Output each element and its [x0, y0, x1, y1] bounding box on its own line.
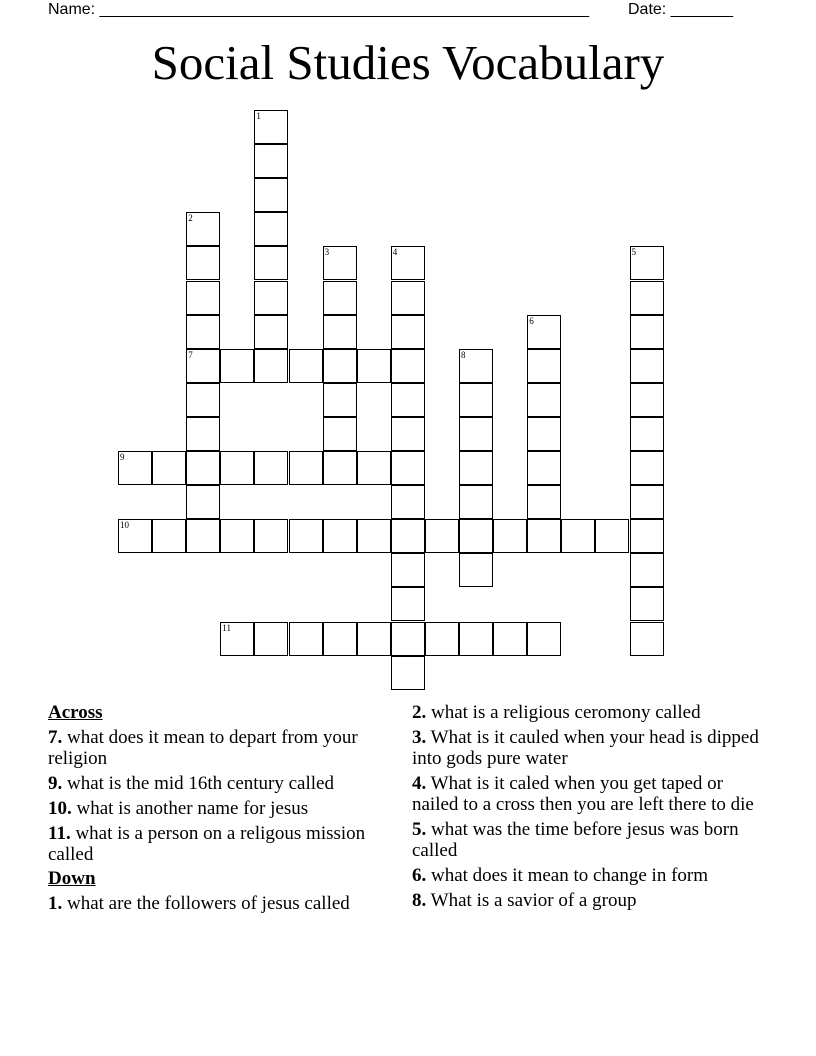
grid-cell[interactable]	[391, 622, 425, 656]
grid-cell[interactable]	[527, 451, 561, 485]
grid-cell[interactable]	[630, 315, 664, 349]
grid-cell[interactable]	[118, 451, 152, 485]
clue-text: What is it cauled when your head is dipped into gods pure water	[412, 727, 759, 769]
grid-cell[interactable]	[391, 315, 425, 349]
grid-cell[interactable]	[186, 383, 220, 417]
clue-number-label: 6	[529, 315, 534, 326]
grid-cell[interactable]	[527, 519, 561, 553]
grid-cell[interactable]	[220, 622, 254, 656]
grid-cell[interactable]	[254, 349, 288, 383]
grid-cell[interactable]	[527, 383, 561, 417]
down-heading: Down	[48, 868, 96, 889]
clue-number: 10.	[48, 798, 72, 819]
clue-text: what was the time before jesus was born called	[412, 819, 739, 861]
grid-cell[interactable]	[254, 178, 288, 212]
grid-cell[interactable]	[186, 485, 220, 519]
clue-text: what is a religious ceromony called	[431, 702, 701, 723]
grid-cell[interactable]	[357, 451, 391, 485]
grid-cell[interactable]	[527, 349, 561, 383]
clue-text: what does it mean to depart from your religion	[48, 727, 358, 769]
across-heading: Across	[48, 702, 103, 723]
clue-number-label: 11	[222, 622, 231, 633]
clues-right-column	[412, 702, 772, 911]
grid-cell[interactable]	[630, 485, 664, 519]
grid-cell[interactable]	[323, 383, 357, 417]
clue-number-label: 7	[188, 349, 193, 360]
grid-cell[interactable]	[186, 315, 220, 349]
grid-cell[interactable]	[289, 519, 323, 553]
grid-cell[interactable]	[630, 383, 664, 417]
clue-text: What is a savior of a group	[430, 890, 637, 911]
grid-cell[interactable]	[323, 417, 357, 451]
grid-cell[interactable]	[220, 519, 254, 553]
grid-cell[interactable]	[254, 622, 288, 656]
page-title: Social Studies Vocabulary	[151, 35, 665, 90]
grid-cell[interactable]	[527, 485, 561, 519]
grid-cell[interactable]	[357, 349, 391, 383]
grid-cell[interactable]	[186, 519, 220, 553]
grid-cell[interactable]	[357, 519, 391, 553]
clue-number: 5.	[412, 819, 427, 840]
grid-cell[interactable]	[254, 451, 288, 485]
grid-cell[interactable]	[357, 622, 391, 656]
grid-cell[interactable]	[459, 485, 493, 519]
clue-text: what is a person on a religous mission called	[48, 823, 366, 865]
grid-cell[interactable]	[391, 656, 425, 690]
clue-number-label: 5	[631, 247, 636, 258]
clue-number: 1.	[48, 893, 63, 914]
clue-number-label: 2	[188, 213, 193, 224]
grid-cell[interactable]	[391, 383, 425, 417]
grid-cell[interactable]	[186, 417, 220, 451]
grid-cell[interactable]	[391, 349, 425, 383]
grid-cell[interactable]	[323, 315, 357, 349]
grid-cell[interactable]	[323, 451, 357, 485]
clue-down-8	[412, 890, 772, 911]
grid-cell[interactable]	[152, 451, 186, 485]
clue-text: what is the mid 16th century called	[67, 773, 334, 794]
date-field-label: Date: _______	[628, 1, 733, 18]
clue-down-5	[412, 819, 772, 861]
grid-cell[interactable]	[595, 519, 629, 553]
clue-number-label: 1	[256, 111, 261, 121]
clue-across-10	[48, 798, 383, 819]
grid-cell[interactable]	[220, 451, 254, 485]
grid-cell[interactable]	[254, 281, 288, 315]
grid-cell[interactable]	[459, 417, 493, 451]
clue-down-4	[412, 773, 772, 815]
grid-cell[interactable]	[391, 281, 425, 315]
grid-cell[interactable]	[493, 622, 527, 656]
grid-cell[interactable]	[527, 417, 561, 451]
grid-cell[interactable]	[254, 110, 288, 144]
grid-cell[interactable]	[630, 246, 664, 280]
clue-number: 7.	[48, 727, 63, 748]
grid-cell[interactable]	[459, 553, 493, 587]
clue-across-7	[48, 727, 383, 769]
clue-text: what are the followers of jesus called	[67, 893, 350, 914]
name-field-label: Name: _______________________________________________________	[48, 1, 589, 18]
grid-cell[interactable]	[391, 485, 425, 519]
grid-cell[interactable]	[630, 349, 664, 383]
grid-cell[interactable]	[493, 519, 527, 553]
clue-number-label: 9	[120, 452, 125, 462]
grid-cell[interactable]	[391, 587, 425, 621]
grid-cell[interactable]	[186, 246, 220, 280]
grid-cell[interactable]	[186, 451, 220, 485]
grid-cell[interactable]	[254, 212, 288, 246]
clue-number-label: 8	[461, 349, 466, 360]
grid-cell[interactable]	[391, 246, 425, 280]
grid-cell[interactable]	[289, 451, 323, 485]
clue-number: 11.	[48, 823, 71, 844]
clues-left-column	[48, 702, 383, 914]
grid-cell[interactable]	[323, 246, 357, 280]
grid-cell[interactable]	[289, 349, 323, 383]
grid-cell[interactable]	[630, 417, 664, 451]
clue-across-11	[48, 823, 383, 865]
grid-cell[interactable]	[391, 519, 425, 553]
grid-cell[interactable]	[118, 519, 152, 553]
grid-cell[interactable]	[254, 246, 288, 280]
grid-cell[interactable]	[561, 519, 595, 553]
grid-cell[interactable]	[425, 622, 459, 656]
grid-cell[interactable]	[459, 622, 493, 656]
clue-text: what does it mean to change in form	[431, 865, 709, 886]
clue-number-label: 10	[120, 520, 129, 531]
clue-text: What is it caled when you get taped or nailed to a cross then you are left there to die	[412, 773, 754, 815]
grid-cell[interactable]	[220, 349, 254, 383]
clue-down-6	[412, 865, 772, 886]
grid-cell[interactable]	[527, 622, 561, 656]
grid-cell[interactable]	[323, 519, 357, 553]
clue-down-1	[48, 893, 383, 914]
grid-cell[interactable]	[186, 212, 220, 246]
grid-cell[interactable]	[323, 622, 357, 656]
grid-cell[interactable]	[186, 281, 220, 315]
grid-cell[interactable]	[391, 451, 425, 485]
clue-number: 9.	[48, 773, 63, 794]
grid-cell[interactable]	[186, 349, 220, 383]
clue-down-2	[412, 702, 772, 723]
grid-cell[interactable]	[391, 553, 425, 587]
clue-number: 8.	[412, 890, 427, 911]
grid-cell[interactable]	[152, 519, 186, 553]
grid-cell[interactable]	[630, 553, 664, 587]
clue-number-label: 4	[392, 247, 398, 258]
clue-across-9	[48, 773, 383, 794]
grid-cell[interactable]	[391, 417, 425, 451]
grid-cell[interactable]	[323, 349, 357, 383]
grid-cell[interactable]	[459, 349, 493, 383]
grid-cell[interactable]	[630, 587, 664, 621]
clue-down-3	[412, 727, 772, 769]
grid-cell[interactable]	[289, 622, 323, 656]
grid-cell[interactable]	[630, 451, 664, 485]
grid-cell[interactable]	[254, 144, 288, 178]
clue-number: 2.	[412, 702, 427, 723]
grid-cell[interactable]	[527, 315, 561, 349]
grid-cell[interactable]	[254, 315, 288, 349]
grid-cell[interactable]	[630, 519, 664, 553]
clue-number-label: 3	[324, 247, 330, 258]
grid-cell[interactable]	[323, 281, 357, 315]
grid-cell[interactable]	[459, 519, 493, 553]
grid-cell[interactable]	[254, 519, 288, 553]
grid-cell[interactable]	[425, 519, 459, 553]
grid-cell[interactable]	[459, 451, 493, 485]
grid-cell[interactable]	[459, 383, 493, 417]
clue-number: 6.	[412, 865, 427, 886]
clue-text: what is another name for jesus	[76, 798, 309, 819]
clue-number: 3.	[412, 727, 427, 748]
clue-number: 4.	[412, 773, 427, 794]
grid-cell[interactable]	[630, 622, 664, 656]
grid-cell[interactable]	[630, 281, 664, 315]
